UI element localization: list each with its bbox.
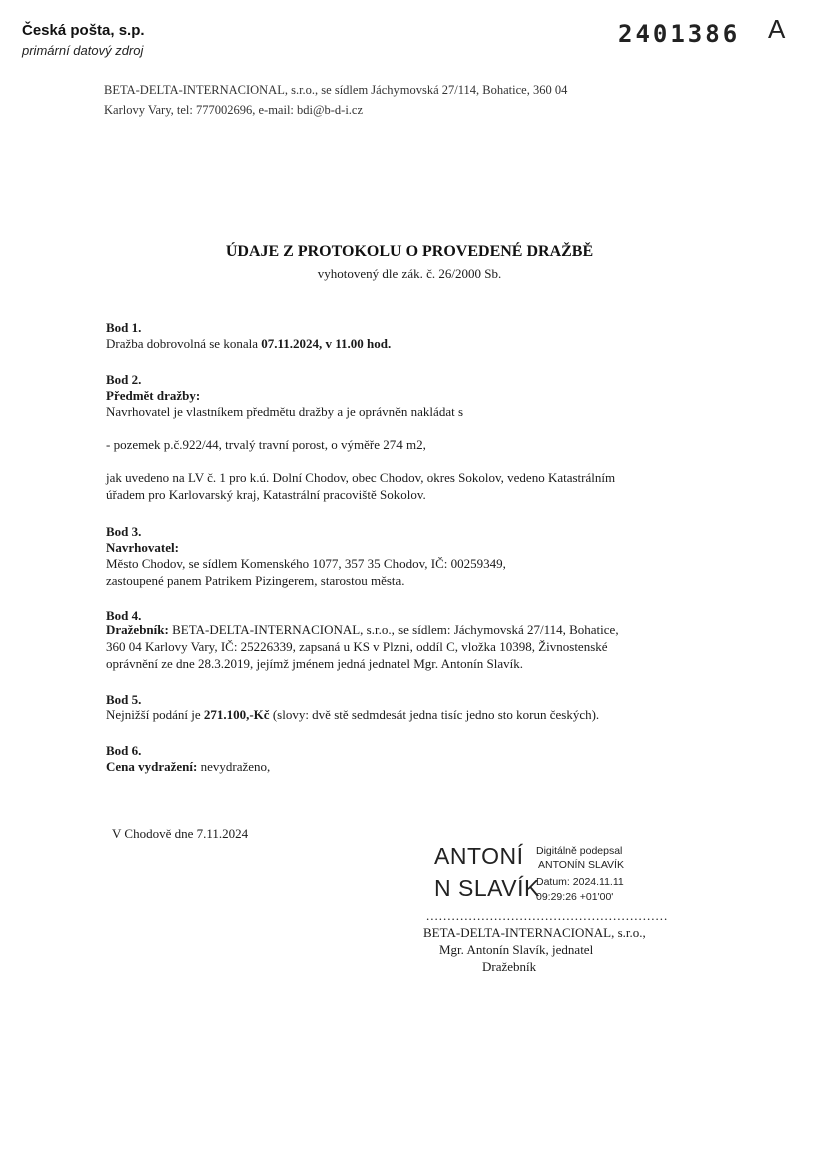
bod6-label: Cena vydražení:	[106, 759, 198, 774]
signature-dotted-line: .........................................................	[426, 908, 669, 923]
letterhead-line-1: BETA-DELTA-INTERNACIONAL, s.r.o., se sídlem Jáchymovská 27/114, Bohatice, 360 04	[104, 83, 568, 97]
bod2-label: Předmět dražby:	[106, 388, 201, 403]
letterhead-line-2: Karlovy Vary, tel: 777002696, e-mail: bdi@b-d-i.cz	[104, 103, 364, 117]
page-title: ÚDAJE Z PROTOKOLU O PROVEDENÉ DRAŽBĚ	[225, 243, 594, 260]
bod5-text	[106, 707, 599, 723]
bod2-intro: Navrhovatel je vlastníkem předmětu dražby a je oprávněn nakládat s	[106, 404, 464, 419]
bod4-label: Dražebník:	[106, 622, 169, 637]
bod1-date-time: 07.11.2024, v 11.00 hod.	[261, 336, 392, 351]
bod4-heading: Bod 4.	[106, 608, 142, 623]
bod3-line-1: Město Chodov, se sídlem Komenského 1077, 357 35 Chodov, IČ: 00259349,	[106, 556, 506, 571]
bod2-item: - pozemek p.č.922/44, trvalý travní porost, o výměře 274 m2,	[106, 437, 426, 452]
bod3-label: Navrhovatel:	[106, 540, 179, 555]
signature-name-line-2: N SLAVÍK	[434, 875, 540, 901]
bod5-text-after: (slovy: dvě stě sedmdesát jedna tisíc jedno sto korun českých).	[269, 707, 600, 722]
bod2-desc-2: úřadem pro Karlovarský kraj, Katastrální pracoviště Sokolov.	[106, 487, 426, 502]
bod4-line-1	[106, 622, 619, 638]
bod5-amount: 271.100,-Kč	[203, 707, 270, 722]
page-subtitle: vyhotovený dle zák. č. 26/2000 Sb.	[317, 266, 502, 281]
place-date: V Chodově dne 7.11.2024	[112, 826, 249, 841]
post-office-stamp: Česká pošta, s.p.	[22, 22, 145, 39]
bod6-value: nevydraženo,	[197, 759, 271, 774]
bod5-heading: Bod 5.	[106, 692, 142, 707]
bod1-text	[106, 336, 391, 352]
data-source-note: primární datový zdroj	[22, 43, 144, 58]
bod1-heading: Bod 1.	[106, 320, 142, 335]
signature-meta-3: Datum: 2024.11.11	[536, 876, 624, 888]
signature-name-line-1: ANTONÍ	[434, 843, 524, 869]
signature-person: Mgr. Antonín Slavík, jednatel	[439, 942, 594, 957]
bod5-text-before: Nejnižší podání je	[106, 707, 204, 722]
signature-meta-4: 09:29:26 +01'00'	[536, 891, 614, 903]
bod2-desc-1: jak uvedeno na LV č. 1 pro k.ú. Dolní Chodov, obec Chodov, okres Sokolov, vedeno Katastrálním	[106, 470, 616, 485]
signature-role: Dražebník	[482, 959, 537, 974]
bod3-heading: Bod 3.	[106, 524, 142, 539]
bod4-line-3: oprávnění ze dne 28.3.2019, jejímž jménem jedná jednatel Mgr. Antonín Slavík.	[106, 656, 523, 671]
bod6-line	[106, 759, 270, 775]
bod3-line-2: zastoupené panem Patrikem Pizingerem, starostou města.	[106, 573, 405, 588]
signature-meta-1: Digitálně podepsal	[536, 845, 623, 857]
bod4-line-2: 360 04 Karlovy Vary, IČ: 25226339, zapsaná u KS v Plzni, oddíl C, vložka 10398, Živnostenské	[106, 639, 608, 654]
bod4-line-1-text: BETA-DELTA-INTERNACIONAL, s.r.o., se sídlem: Jáchymovská 27/114, Bohatice,	[168, 622, 619, 637]
signature-company: BETA-DELTA-INTERNACIONAL, s.r.o.,	[423, 925, 646, 940]
bod1-label: Dražba dobrovolná se konala	[106, 336, 262, 351]
signature-meta-2: ANTONÍN SLAVÍK	[538, 859, 624, 871]
bod2-heading: Bod 2.	[106, 372, 142, 387]
bod6-heading: Bod 6.	[106, 743, 142, 758]
document-number-suffix: A	[768, 14, 786, 44]
document-number: 2401386	[618, 20, 741, 48]
